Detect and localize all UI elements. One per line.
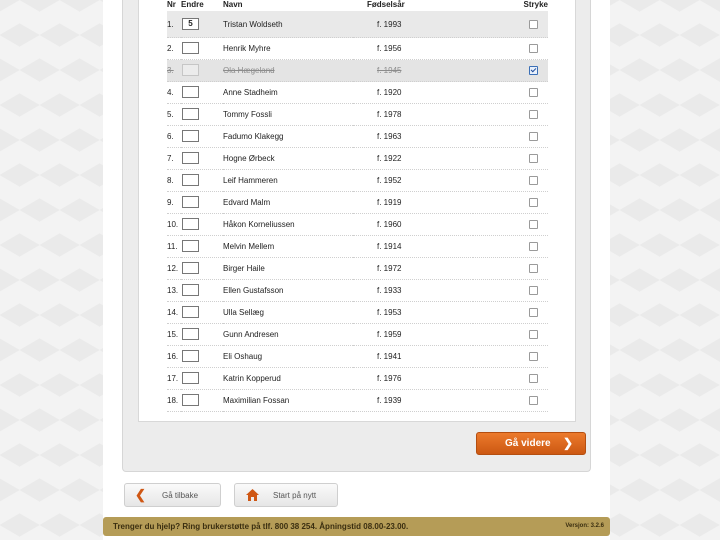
row-stryke xyxy=(473,346,548,368)
strike-checkbox[interactable] xyxy=(529,264,538,273)
back-button-label: Gå tilbake xyxy=(162,491,199,500)
row-endre xyxy=(181,192,223,214)
strike-checkbox[interactable] xyxy=(529,132,538,141)
rank-input[interactable] xyxy=(182,42,199,54)
row-navn: Håkon Korneliussen xyxy=(223,214,353,236)
row-endre xyxy=(181,236,223,258)
restart-button-label: Start på nytt xyxy=(273,491,317,500)
restart-button[interactable] xyxy=(234,483,338,507)
row-endre xyxy=(181,126,223,148)
row-stryke xyxy=(473,280,548,302)
row-endre xyxy=(181,258,223,280)
rank-input[interactable] xyxy=(182,284,199,296)
row-stryke xyxy=(473,170,548,192)
row-fodselsar: f. 1972 xyxy=(353,258,473,280)
row-endre xyxy=(181,302,223,324)
row-navn: Eli Oshaug xyxy=(223,346,353,368)
chevron-right-icon: ❯ xyxy=(563,436,574,450)
row-fodselsar: f. 1941 xyxy=(353,346,473,368)
row-nr: 15. xyxy=(167,324,181,346)
row-navn: Anne Stadheim xyxy=(223,82,353,104)
table-row xyxy=(167,214,548,236)
row-nr: 5. xyxy=(167,104,181,126)
row-fodselsar: f. 1933 xyxy=(353,280,473,302)
table-row xyxy=(167,11,548,38)
strike-checkbox[interactable] xyxy=(529,176,538,185)
row-navn: Tommy Fossli xyxy=(223,104,353,126)
row-nr: 13. xyxy=(167,280,181,302)
strike-checkbox[interactable] xyxy=(529,286,538,295)
row-nr: 6. xyxy=(167,126,181,148)
row-nr: 4. xyxy=(167,82,181,104)
row-nr: 18. xyxy=(167,390,181,412)
rank-input[interactable] xyxy=(182,86,199,98)
back-button[interactable] xyxy=(124,483,221,507)
rank-input[interactable] xyxy=(182,350,199,362)
row-fodselsar: f. 1952 xyxy=(353,170,473,192)
header-navn: Navn xyxy=(223,0,243,9)
row-endre xyxy=(181,324,223,346)
row-stryke xyxy=(473,148,548,170)
row-endre xyxy=(181,368,223,390)
table-row xyxy=(167,346,548,368)
row-fodselsar: f. 1945 xyxy=(353,60,473,82)
rank-input[interactable] xyxy=(182,262,199,274)
table-row xyxy=(167,82,548,104)
row-endre xyxy=(181,38,223,60)
row-navn: Ellen Gustafsson xyxy=(223,280,353,302)
row-nr: 9. xyxy=(167,192,181,214)
page xyxy=(103,0,610,540)
row-endre xyxy=(181,280,223,302)
row-fodselsar: f. 1922 xyxy=(353,148,473,170)
row-fodselsar: f. 1960 xyxy=(353,214,473,236)
table-row xyxy=(167,236,548,258)
strike-checkbox[interactable] xyxy=(529,88,538,97)
row-fodselsar: f. 1919 xyxy=(353,192,473,214)
row-nr: 16. xyxy=(167,346,181,368)
row-stryke xyxy=(473,104,548,126)
strike-checkbox[interactable] xyxy=(529,242,538,251)
row-nr: 17. xyxy=(167,368,181,390)
strike-checkbox[interactable] xyxy=(529,308,538,317)
row-endre xyxy=(181,170,223,192)
rank-input[interactable] xyxy=(182,328,199,340)
support-text: Trenger du hjelp? Ring brukerstøtte på tlf. 800 38 254. Åpningstid 08.00-23.00. xyxy=(113,522,409,531)
row-navn: Katrin Kopperud xyxy=(223,368,353,390)
row-nr: 1. xyxy=(167,11,181,38)
row-navn: Fadumo Klakegg xyxy=(223,126,353,148)
support-footer xyxy=(103,517,610,536)
row-fodselsar: f. 1976 xyxy=(353,368,473,390)
row-fodselsar: f. 1956 xyxy=(353,38,473,60)
row-navn: Birger Haile xyxy=(223,258,353,280)
strike-checkbox[interactable] xyxy=(529,330,538,339)
version-label: Versjon: 3.2.6 xyxy=(565,523,604,529)
row-navn: Henrik Myhre xyxy=(223,38,353,60)
rank-input[interactable] xyxy=(182,130,199,142)
strike-checkbox[interactable] xyxy=(529,374,538,383)
table-row xyxy=(167,126,548,148)
row-navn: Maximilian Fossan xyxy=(223,390,353,412)
row-endre xyxy=(181,104,223,126)
row-stryke xyxy=(473,236,548,258)
strike-checkbox[interactable] xyxy=(529,154,538,163)
table-row xyxy=(167,148,548,170)
home-icon xyxy=(245,488,260,504)
rank-input[interactable]: 5 xyxy=(182,18,199,30)
row-stryke xyxy=(473,11,548,38)
row-stryke xyxy=(473,390,548,412)
rank-input[interactable] xyxy=(182,218,199,230)
row-fodselsar: f. 1963 xyxy=(353,126,473,148)
row-fodselsar: f. 1993 xyxy=(353,11,473,38)
rank-input[interactable] xyxy=(182,152,199,164)
rank-input[interactable] xyxy=(182,372,199,384)
header-stryke: Stryke xyxy=(523,0,548,9)
next-button[interactable] xyxy=(476,432,586,455)
rank-input[interactable] xyxy=(182,108,199,120)
table-row xyxy=(167,324,548,346)
header-nr: Nr xyxy=(167,0,176,9)
strike-checkbox[interactable] xyxy=(529,352,538,361)
row-endre xyxy=(181,11,223,38)
row-endre xyxy=(181,148,223,170)
row-endre xyxy=(181,60,223,82)
table-row xyxy=(167,38,548,60)
row-navn: Ola Hægeland xyxy=(223,60,353,82)
rank-input[interactable] xyxy=(182,394,199,406)
row-navn: Edvard Malm xyxy=(223,192,353,214)
table-row xyxy=(167,60,548,82)
row-nr: 10. xyxy=(167,214,181,236)
row-nr: 3. xyxy=(167,60,181,82)
row-nr: 7. xyxy=(167,148,181,170)
strike-checkbox[interactable] xyxy=(529,396,538,405)
row-stryke xyxy=(473,324,548,346)
rank-input[interactable] xyxy=(182,174,199,186)
table-row xyxy=(167,104,548,126)
rank-input[interactable] xyxy=(182,64,199,76)
table-row xyxy=(167,302,548,324)
row-navn: Tristan Woldseth xyxy=(223,11,353,38)
row-nr: 12. xyxy=(167,258,181,280)
row-fodselsar: f. 1920 xyxy=(353,82,473,104)
row-stryke xyxy=(473,126,548,148)
rank-input[interactable] xyxy=(182,196,199,208)
strike-checkbox[interactable] xyxy=(529,66,538,75)
candidate-table xyxy=(167,0,548,412)
table-row xyxy=(167,280,548,302)
table-row xyxy=(167,192,548,214)
row-endre xyxy=(181,82,223,104)
row-fodselsar: f. 1978 xyxy=(353,104,473,126)
row-navn: Ulla Sellæg xyxy=(223,302,353,324)
row-navn: Melvin Mellem xyxy=(223,236,353,258)
row-stryke xyxy=(473,258,548,280)
chevron-left-icon: ❮ xyxy=(135,487,146,502)
row-nr: 14. xyxy=(167,302,181,324)
row-nr: 2. xyxy=(167,38,181,60)
table-row xyxy=(167,170,548,192)
row-fodselsar: f. 1939 xyxy=(353,390,473,412)
row-fodselsar: f. 1959 xyxy=(353,324,473,346)
row-fodselsar: f. 1914 xyxy=(353,236,473,258)
rank-input[interactable] xyxy=(182,240,199,252)
row-nr: 11. xyxy=(167,236,181,258)
ballot-panel xyxy=(122,0,591,472)
header-endre: Endre xyxy=(181,0,204,9)
row-stryke xyxy=(473,82,548,104)
header-fodselsar xyxy=(353,0,473,11)
row-stryke xyxy=(473,302,548,324)
row-navn: Hogne Ørbeck xyxy=(223,148,353,170)
table-header-row xyxy=(167,0,548,11)
row-endre xyxy=(181,390,223,412)
row-fodselsar: f. 1953 xyxy=(353,302,473,324)
strike-checkbox[interactable] xyxy=(529,198,538,207)
row-stryke xyxy=(473,38,548,60)
strike-checkbox[interactable] xyxy=(529,20,538,29)
row-stryke xyxy=(473,192,548,214)
strike-checkbox[interactable] xyxy=(529,110,538,119)
candidate-list-card xyxy=(138,0,576,422)
table-row xyxy=(167,390,548,412)
next-button-label: Gå videre xyxy=(505,438,551,449)
strike-checkbox[interactable] xyxy=(529,44,538,53)
row-stryke xyxy=(473,214,548,236)
row-navn: Gunn Andresen xyxy=(223,324,353,346)
strike-checkbox[interactable] xyxy=(529,220,538,229)
row-navn: Leif Hammeren xyxy=(223,170,353,192)
row-endre xyxy=(181,214,223,236)
row-endre xyxy=(181,346,223,368)
header-fodselsar-label: Fødselsår xyxy=(367,0,405,9)
row-stryke xyxy=(473,368,548,390)
table-row xyxy=(167,258,548,280)
table-row xyxy=(167,368,548,390)
rank-input[interactable] xyxy=(182,306,199,318)
row-nr: 8. xyxy=(167,170,181,192)
row-stryke xyxy=(473,60,548,82)
